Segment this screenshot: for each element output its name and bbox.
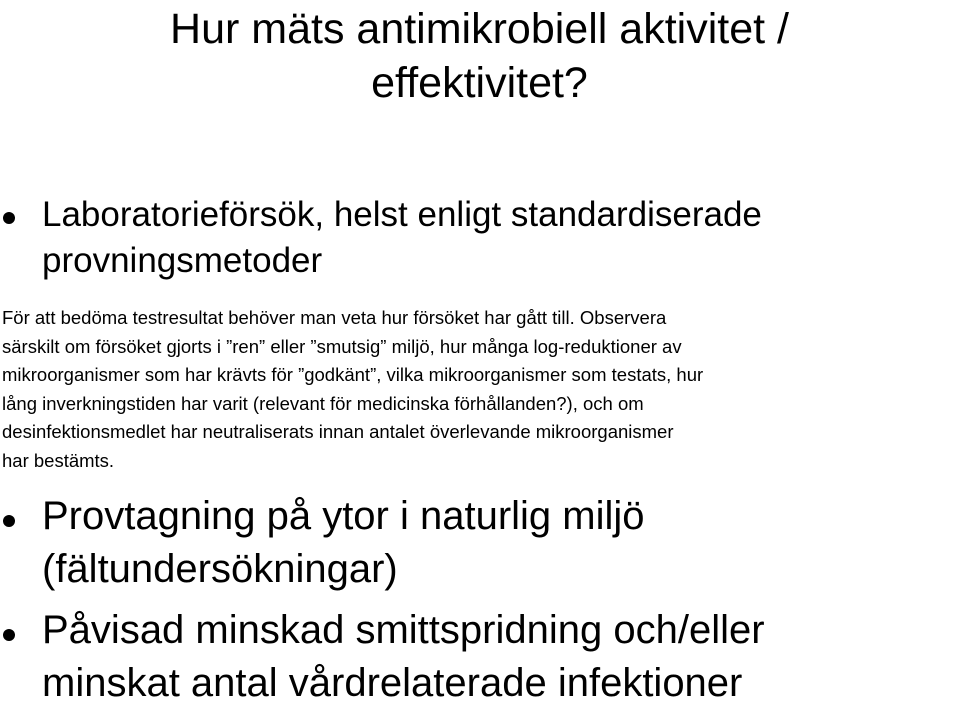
bullet-dot-icon [3,212,15,224]
bullet-dot-icon [3,629,15,641]
body-paragraph [2,304,703,475]
paragraph-line: För att bedöma testresultat behöver man veta hur försöket har gått till. Observera [2,307,667,328]
paragraph-line: desinfektionsmedlet har neutraliserats innan antalet överlevande mikroorganismer [2,421,674,442]
paragraph-line: lång inverkningstiden har varit (relevant för medicinska förhållanden?), och om [2,392,644,414]
bullet-text [42,604,765,710]
bullet-text [42,192,762,284]
bullet-dot-icon [3,515,15,527]
bullet-line: (fältundersökningar) [42,547,398,591]
paragraph-line: särskilt om försöket gjorts i ”ren” eller ”smutsig” miljö, hur många log-reduktioner av [2,335,682,357]
bullet-line: Provtagning på ytor i naturlig miljö [42,494,645,538]
slide-title-line: effektivitet? [371,59,588,107]
bullet-line: Påvisad minskad smittspridning och/eller [42,608,765,652]
bullet-line: provningsmetoder [42,241,323,280]
paragraph-line: mikroorganismer som har krävts för ”godkänt”, vilka mikroorganismer som testats, hur [2,364,704,385]
slide-title-line: Hur mäts antimikrobiell aktivitet / [170,5,789,53]
paragraph-line: har bestämts. [2,449,115,471]
slide-title [0,2,959,110]
bullet-line: Laboratorieförsök, helst enligt standardiserade [42,195,762,234]
bullet-line: minskat antal vårdrelaterade infektioner [42,661,743,705]
bullet-text [42,490,645,596]
